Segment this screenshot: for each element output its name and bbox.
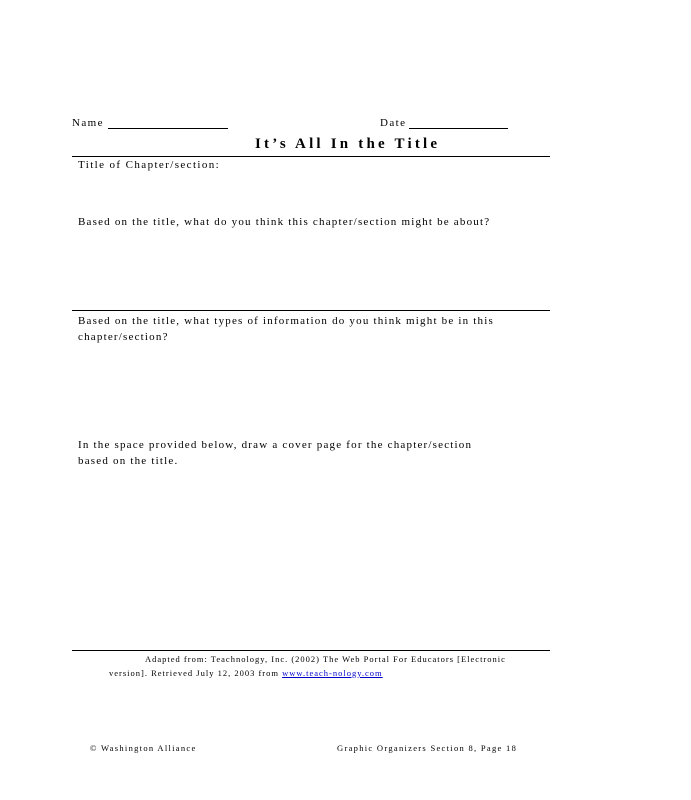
page-title: It’s All In the Title — [255, 136, 441, 152]
drawing-area[interactable] — [72, 480, 550, 645]
footer-copyright: © Washington Alliance — [90, 743, 197, 753]
question-3-line-2: based on the title. — [78, 455, 179, 467]
citation-text: version]. Retrieved July 12, 2003 from — [109, 668, 279, 678]
question-2-line-2: chapter/section? — [78, 331, 169, 343]
citation-line-1: Adapted from: Teachnology, Inc. (2002) The Web Portal For Educators [Electronic — [145, 654, 506, 664]
question-2-line-1: Based on the title, what types of information do you think might be in this — [78, 315, 494, 327]
section-divider-1 — [72, 310, 550, 311]
name-field[interactable] — [108, 128, 228, 129]
question-3 — [78, 437, 558, 469]
footer-page-info: Graphic Organizers Section 8, Page 18 — [337, 743, 518, 753]
question-3-line-1: In the space provided below, draw a cover page for the chapter/section — [78, 439, 473, 451]
title-divider — [72, 156, 550, 157]
citation-line-2 — [109, 666, 383, 681]
question-1: Based on the title, what do you think this chapter/section might be about? — [78, 216, 491, 228]
chapter-title-label: Title of Chapter/section: — [78, 159, 221, 171]
name-label: Name — [72, 117, 104, 129]
date-label: Date — [380, 117, 407, 129]
question-2 — [78, 313, 558, 345]
date-field[interactable] — [409, 128, 508, 129]
teachnology-link[interactable]: www.teach-nology.com — [282, 668, 383, 678]
citation-divider — [72, 650, 550, 651]
